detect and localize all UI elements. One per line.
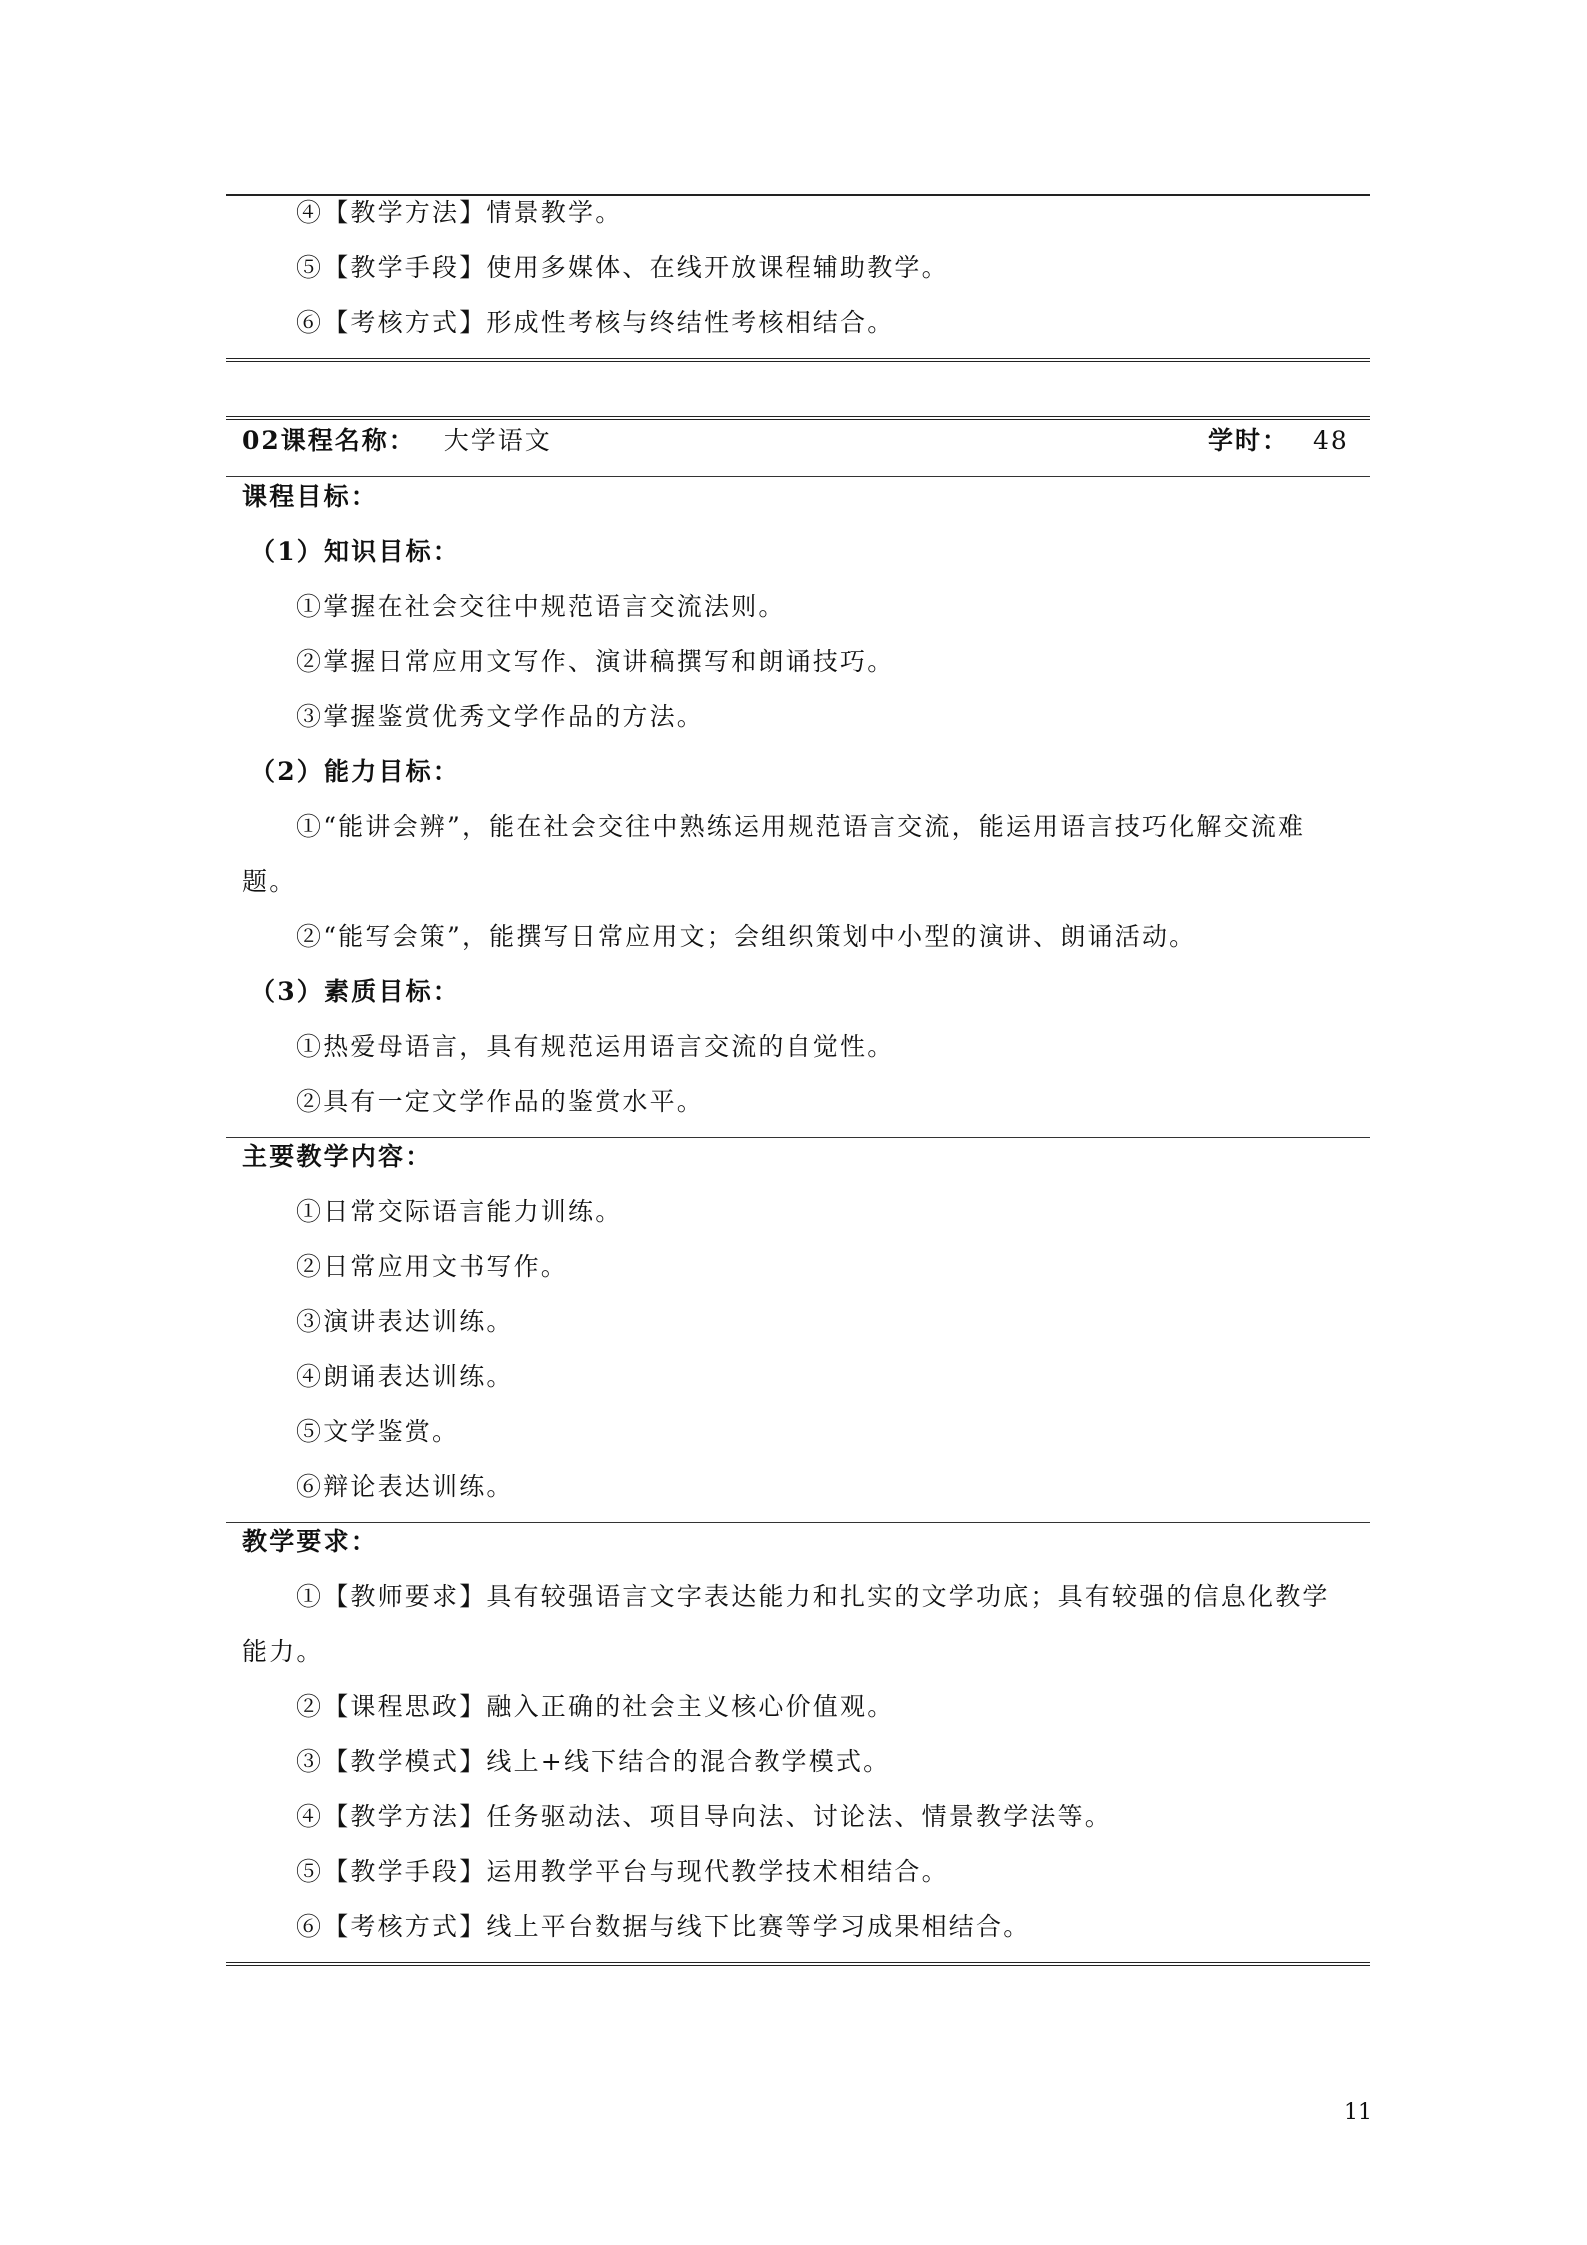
requirement-item: ④【教学方法】任务驱动法、项目导向法、讨论法、情景教学法等。 — [296, 1802, 1113, 1831]
knowledge-item: ③掌握鉴赏优秀文学作品的方法。 — [296, 702, 705, 731]
content-heading: 主要教学内容： — [242, 1142, 433, 1171]
requirement-item-line2: 能力。 — [242, 1637, 324, 1666]
content-divider — [226, 1522, 1370, 1523]
goals-heading: 课程目标： — [242, 482, 379, 511]
quality-item: ①热爱母语言，具有规范运用语言交流的自觉性。 — [296, 1032, 895, 1061]
requirement-item: ⑤【教学手段】运用教学平台与现代教学技术相结合。 — [296, 1857, 949, 1886]
ability-item-line1: ①“能讲会辨”，能在社会交往中熟练运用规范语言交流，能运用语言技巧化解交流难 — [296, 812, 1306, 841]
knowledge-heading: （1）知识目标： — [250, 537, 460, 566]
requirement-item-line1: ①【教师要求】具有较强语言文字表达能力和扎实的文学功底；具有较强的信息化教学 — [296, 1582, 1330, 1611]
requirement-item: ⑥【考核方式】线上平台数据与线下比赛等学习成果相结合。 — [296, 1912, 1031, 1941]
content-item: ①日常交际语言能力训练。 — [296, 1197, 623, 1226]
ability-heading: （2）能力目标： — [250, 757, 460, 786]
requirement-item: ③【教学模式】线上+线下结合的混合教学模式。 — [296, 1747, 891, 1776]
prev-means-line: ⑤【教学手段】使用多媒体、在线开放课程辅助教学。 — [296, 253, 949, 282]
content-item: ④朗诵表达训练。 — [296, 1362, 514, 1391]
content-item: ⑥辩论表达训练。 — [296, 1472, 514, 1501]
course-title-label: 02课程名称： — [242, 426, 416, 455]
knowledge-item: ①掌握在社会交往中规范语言交流法则。 — [296, 592, 786, 621]
knowledge-item: ②掌握日常应用文写作、演讲稿撰写和朗诵技巧。 — [296, 647, 895, 676]
page-number: 11 — [1344, 2100, 1372, 2125]
content-item: ③演讲表达训练。 — [296, 1307, 514, 1336]
prev-method-line: ④【教学方法】情景教学。 — [296, 198, 623, 227]
requirements-heading: 教学要求： — [242, 1527, 379, 1556]
ability-item: ②“能写会策”，能撰写日常应用文；会组织策划中小型的演讲、朗诵活动。 — [296, 922, 1197, 951]
requirement-item: ②【课程思政】融入正确的社会主义核心价值观。 — [296, 1692, 895, 1721]
quality-item: ②具有一定文学作品的鉴赏水平。 — [296, 1087, 705, 1116]
course-hours-label: 学时： — [1208, 426, 1290, 455]
course-hours-value: 48 — [1313, 426, 1349, 455]
course-table-top-border — [226, 416, 1370, 420]
course-table-bottom-border — [226, 1962, 1370, 1966]
course-hours-row — [1208, 424, 1349, 458]
content-item: ②日常应用文书写作。 — [296, 1252, 569, 1281]
course-title-row — [242, 424, 552, 458]
goals-divider — [226, 1137, 1370, 1138]
quality-heading: （3）素质目标： — [250, 977, 460, 1006]
ability-item-line2: 题。 — [242, 867, 297, 896]
content-item: ⑤文学鉴赏。 — [296, 1417, 460, 1446]
course-header-divider — [226, 476, 1370, 477]
course-title-value: 大学语文 — [443, 426, 552, 455]
table-bottom-border — [226, 358, 1370, 362]
prev-assessment-line: ⑥【考核方式】形成性考核与终结性考核相结合。 — [296, 308, 895, 337]
